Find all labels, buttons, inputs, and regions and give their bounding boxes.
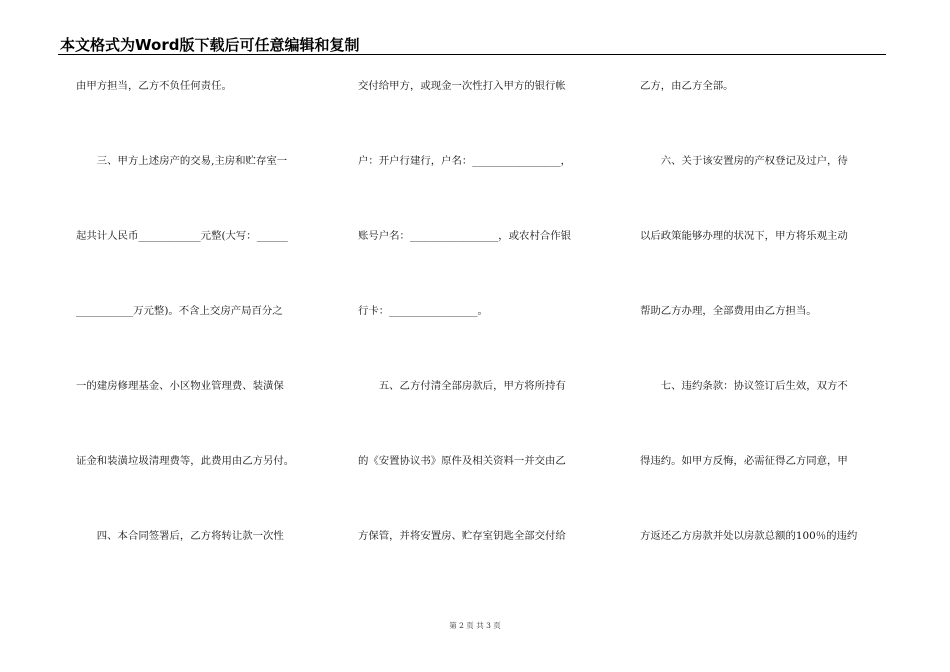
text-line: 五、乙方付清全部房款后，甲方将所持有 — [358, 380, 566, 392]
text-line: 方返还乙方房款并处以房款总额的100％的违约 — [640, 530, 858, 542]
text-line: 四、本合同签署后，乙方将转让款一次性 — [76, 530, 284, 542]
page-number: 第 2 页 共 3 页 — [449, 621, 501, 630]
text-line: 行卡：_________________。 — [358, 305, 488, 317]
text-line: 起共计人民币____________元整(大写：______ — [76, 230, 288, 242]
text-line: 七、违约条款：协议签订后生效，双方不 — [640, 380, 848, 392]
text-line: 由甲方担当，乙方不负任何责任。 — [76, 80, 232, 92]
text-line: 乙方，由乙方全部。 — [640, 80, 734, 92]
text-line: 以后政策能够办理的状况下，甲方将乐观主动 — [640, 230, 848, 242]
text-column-2 — [358, 0, 604, 600]
page-header-title: 本文格式为Word版下载后可任意编辑和复制 — [60, 36, 360, 54]
text-line: 的《安置协议书》原件及相关资料一并交由乙 — [358, 455, 566, 467]
text-line: 三、甲方上述房产的交易,主房和贮存室一 — [76, 155, 288, 167]
text-line: 账号户名：_________________，或农村合作银 — [358, 230, 572, 242]
text-line: 一的建房修理基金、小区物业管理费、装潢保 — [76, 380, 284, 392]
text-line: 证金和装潢垃圾清理费等，此费用由乙方另付。 — [76, 455, 295, 467]
text-line: 方保管，并将安置房、贮存室钥匙全部交付给 — [358, 530, 566, 542]
text-line: ___________万元整)。不含上交房产局百分之 — [76, 305, 283, 317]
text-column-3 — [640, 0, 886, 600]
text-column-1 — [76, 0, 322, 600]
text-line: 交付给甲方，或现金一次性打入甲方的银行帐 — [358, 80, 566, 92]
text-line: 帮助乙方办理，全部费用由乙方担当。 — [640, 305, 817, 317]
text-line: 六、关于该安置房的产权登记及过户，待 — [640, 155, 848, 167]
text-line: 得违约。如甲方反悔，必需征得乙方同意，甲 — [640, 455, 848, 467]
text-line: 户：开户行建行，户名：_________________， — [358, 155, 572, 167]
